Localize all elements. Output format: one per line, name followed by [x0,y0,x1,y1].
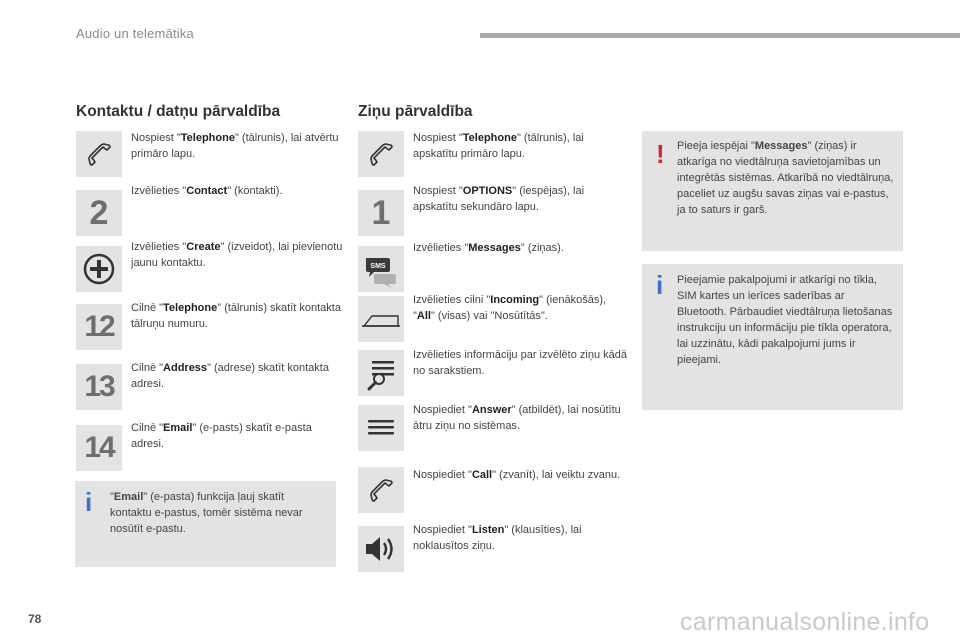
step-number-box [358,190,404,236]
phone-handset-icon [358,467,404,513]
step-number-box [76,304,122,350]
step-sms-icon-box [358,246,404,292]
mid-step-3-text: Izvēlieties "Messages" (ziņas). [413,242,564,254]
info-icon: i [656,270,664,300]
mid-step-7-text: Nospiediet "Call" (zvanīt), lai veiktu zvanu. [413,469,621,481]
phone-handset-icon [76,131,122,177]
step-phone-icon-box [358,131,404,177]
left-step-3-text: Izvēlieties "Create" (izveidot), lai pievienotu jaunu kontaktu. [131,241,343,269]
step-number-box [76,364,122,410]
section-title-messages: Ziņu pārvaldība [358,103,473,120]
step-number: 13 [84,370,114,403]
warning-icon: ! [656,139,665,169]
info-note-text: Pieejamie pakalpojumi ir atkarīgi no tīkla, SIM kartes un ierīces saderības ar Bluetooth. Pārbaudiet viedtālruņa lietošanas instrukciju un informāciju pie tīkla operatora, lai uzzinātu, kādi pakalpojumi jums ir pieejami. [677,274,893,366]
step-phone-icon-box [76,131,122,177]
mid-step-4-text: Izvēlieties cilni "Incoming" (ienākošās), "All" (visas) vai "Nosūtītās". [413,294,607,322]
step-speaker-icon-box [358,526,404,572]
step-phone-icon-box [358,467,404,513]
step-plus-icon-box [76,246,122,292]
info-note-text: "Email" (e-pasta) funkcija ļauj skatīt kontaktu e-pastus, tomēr sistēma nevar nosūtīt e-pastu. [110,491,303,535]
step-number: 12 [84,310,114,343]
mid-step-8-text: Nospiediet "Listen" (klausīties), lai noklausītos ziņu. [413,524,582,552]
speaker-icon [358,526,404,572]
warning-note-messages [642,131,903,251]
mid-step-2-text: Nospiest "OPTIONS" (iespējas), lai apskatītu sekundāro lapu. [413,185,585,213]
step-number: 14 [84,431,114,464]
step-list-icon-box [358,405,404,451]
phone-handset-icon [358,131,404,177]
left-step-2-text: Izvēlieties "Contact" (kontakti). [131,185,283,197]
page-number: 78 [28,612,42,626]
section-title-contacts: Kontaktu / datņu pārvaldība [76,103,281,120]
list-icon [358,405,404,451]
sms-icon-label: SMS [370,263,386,270]
step-number-box [76,425,122,471]
left-step-5-text: Cilnē "Address" (adrese) skatīt kontakta adresi. [131,362,329,390]
step-number: 2 [89,194,109,232]
left-step-1-text: Nospiest "Telephone" (tālrunis), lai atvērtu primāro lapu. [131,132,339,160]
watermark: carmanualsonline.info [680,608,930,636]
info-note-email [75,481,336,567]
info-note-services [642,264,903,410]
warning-note-text: Pieeja iespējai "Messages" (ziņas) ir atkarīga no viedtālruņa savietojamības un integrētās sistēmas. Atkarībā no viedtālruņa, paceliet uz augšu savas ziņas vai e-pastus, ja to saturs ir garš. [677,140,894,216]
step-number: 1 [371,194,391,232]
plus-circle-icon [76,246,122,292]
mid-step-5-text: Izvēlieties informāciju par izvēlēto ziņu kādā no sarakstiem. [413,349,627,377]
sms-icon [358,246,404,292]
mid-step-1-text: Nospiest "Telephone" (tālrunis), lai apskatītu primāro lapu. [413,132,584,160]
left-step-4-text: Cilnē "Telephone" (tālrunis) skatīt kontakta tālruņu numuru. [131,302,341,330]
page-header-title: Audio un telemātika [76,26,194,41]
step-number-box [76,190,122,236]
tab-icon [358,296,404,342]
header-bar [480,33,960,38]
info-icon: i [85,487,93,517]
mid-step-6-text: Nospiediet "Answer" (atbildēt), lai nosūtītu ātru ziņu no sistēmas. [413,404,621,432]
step-list-search-icon-box [358,350,404,396]
left-step-6-text: Cilnē "Email" (e-pasts) skatīt e-pasta adresi. [131,422,312,450]
step-tab-icon-box [358,296,404,342]
list-search-icon [358,350,404,396]
